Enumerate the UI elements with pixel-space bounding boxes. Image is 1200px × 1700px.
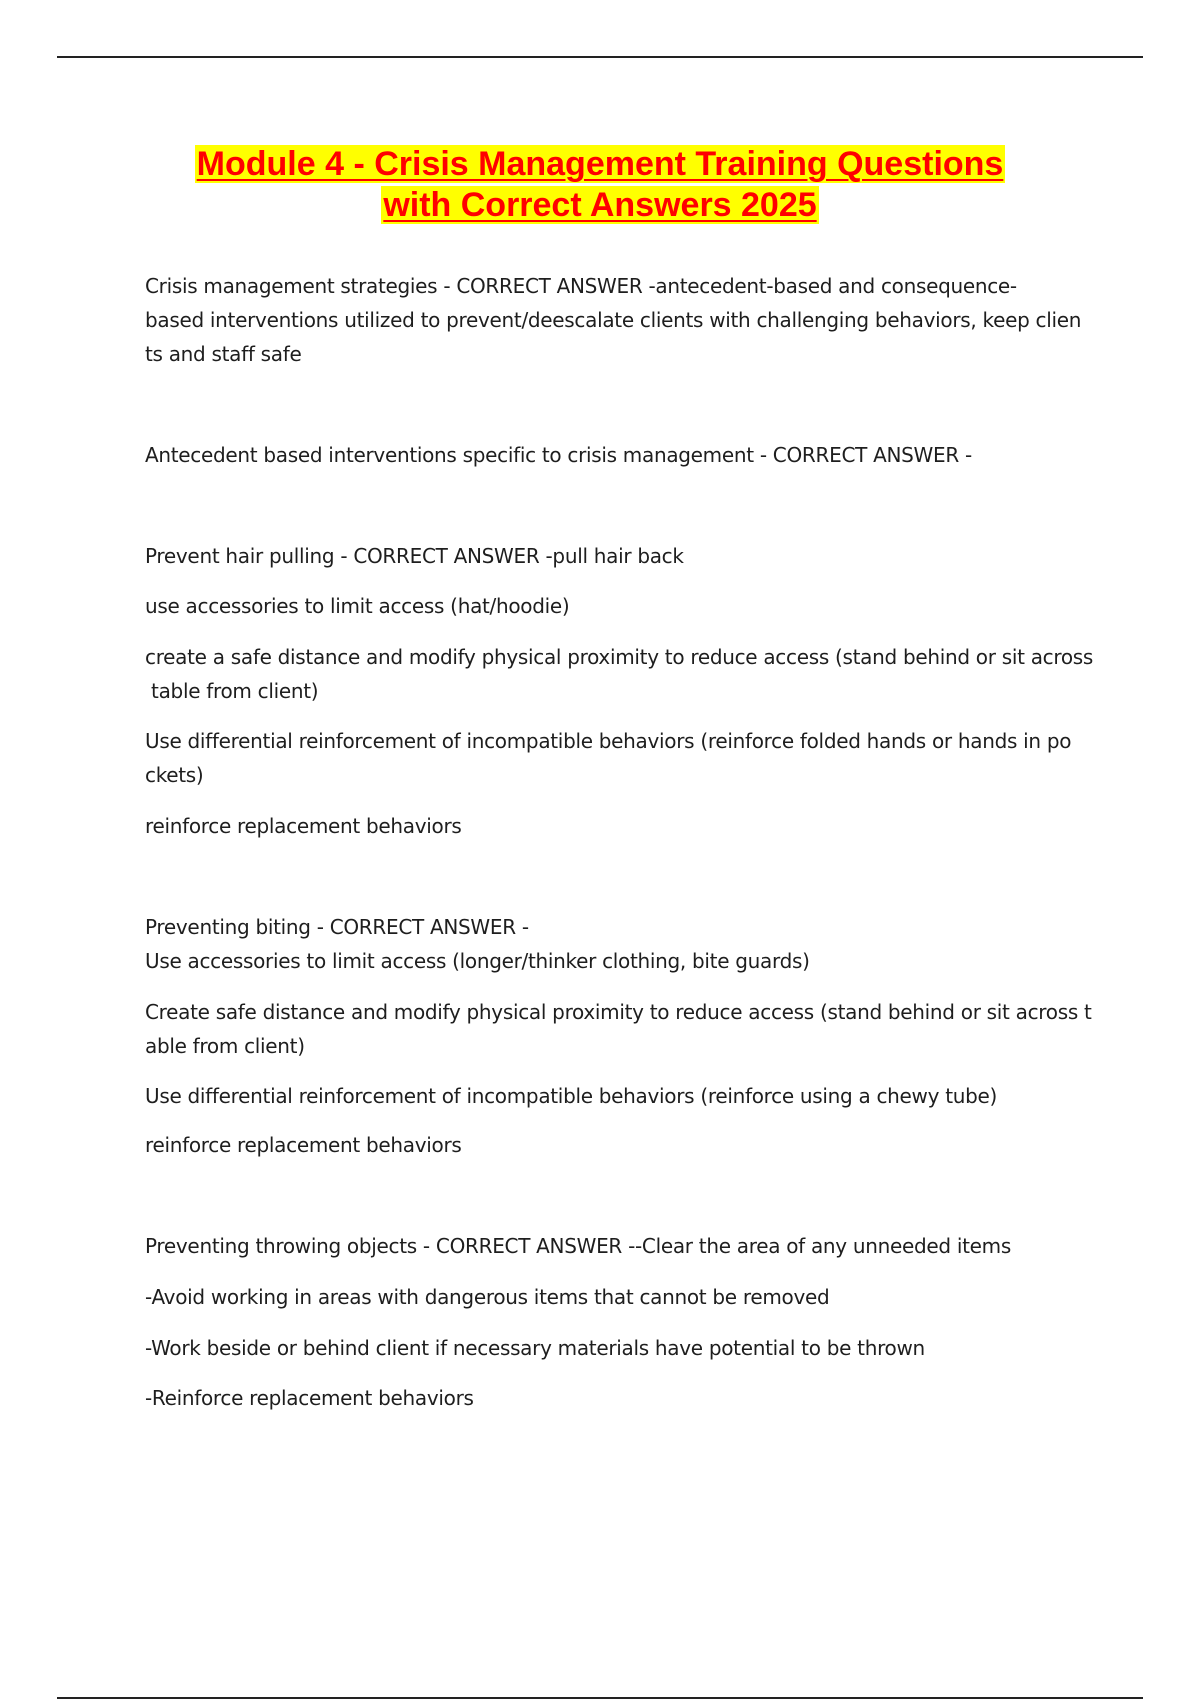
body-line: Prevent hair pulling - CORRECT ANSWER -pull hair back — [145, 544, 684, 568]
body-line: reinforce replacement behaviors — [145, 1133, 462, 1157]
body-line: Preventing throwing objects - CORRECT ANSWER --Clear the area of any unneeded items — [145, 1234, 1011, 1258]
body-line: -Reinforce replacement behaviors — [145, 1386, 474, 1410]
body-line: -Work beside or behind client if necessary materials have potential to be thrown — [145, 1336, 925, 1360]
body-line: table from client) — [145, 679, 319, 703]
top-rule — [57, 56, 1143, 58]
body-line: Antecedent based interventions specific to crisis management - CORRECT ANSWER - — [145, 443, 972, 467]
bottom-rule — [57, 1697, 1143, 1699]
body-line: Preventing biting - CORRECT ANSWER - — [145, 915, 529, 939]
body-line: Create safe distance and modify physical proximity to reduce access (stand behind or sit across t — [145, 1000, 1092, 1024]
body-line: Use accessories to limit access (longer/thinker clothing, bite guards) — [145, 949, 810, 973]
body-line: create a safe distance and modify physical proximity to reduce access (stand behind or sit across — [145, 645, 1094, 669]
body-line: able from client) — [145, 1034, 305, 1058]
body-line: Use differential reinforcement of incompatible behaviors (reinforce folded hands or hands in po — [145, 729, 1072, 753]
body-line: reinforce replacement behaviors — [145, 814, 462, 838]
body-line: -Avoid working in areas with dangerous items that cannot be removed — [145, 1285, 830, 1309]
body-line: use accessories to limit access (hat/hoodie) — [145, 594, 570, 618]
body-line: based interventions utilized to prevent/deescalate clients with challenging behaviors, keep clien — [145, 308, 1082, 332]
body-line: Crisis management strategies - CORRECT ANSWER -antecedent-based and consequence- — [145, 274, 1017, 298]
body-line: ts and staff safe — [145, 342, 302, 366]
title-line-2: with Correct Answers 2025 — [383, 186, 817, 224]
document-title — [0, 144, 1200, 226]
body-line: Use differential reinforcement of incompatible behaviors (reinforce using a chewy tube) — [145, 1084, 998, 1108]
title-line-1: Module 4 - Crisis Management Training Questions — [196, 145, 1004, 183]
body-line: ckets) — [145, 763, 204, 787]
